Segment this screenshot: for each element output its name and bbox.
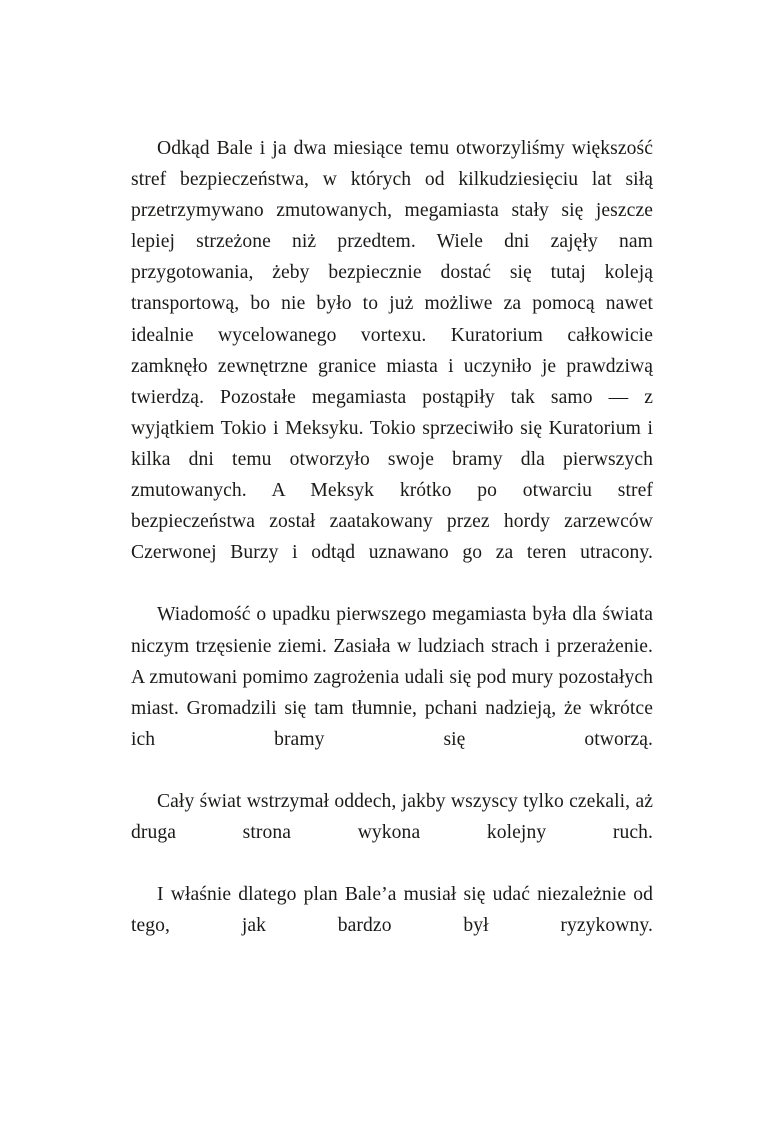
body-paragraph-3: Cały świat wstrzymał oddech, jakby wszyscy tylko czekali, aż druga strona wykona kolejny ruch. [131, 790, 653, 844]
body-text-column [131, 133, 653, 973]
body-paragraph-1: Odkąd Bale i ja dwa miesiące temu otworzyliśmy większość stref bezpieczeństwa, w których od kilkudziesięciu lat siłą przetrzymywano zmutowanych, megamiasta stały się jeszcze lepiej strzeżone niż przedtem. Wiele dni zajęły nam przygotowania, żeby bezpiecznie dostać się tutaj koleją transportową, bo nie było to już możliwe za pomocą nawet idealnie wycelowanego vortexu. Kuratorium całkowicie zamknęło zewnętrzne granice miasta i uczyniło je prawdziwą twierdzą. Pozostałe megamiasta postąpiły tak samo — z wyjątkiem Tokio i Meksyku. Tokio sprzeciwiło się Kuratorium i kilka dni temu otworzyło swoje bramy dla pierwszych zmutowanych. A Meksyk krótko po otwarciu stref bezpieczeństwa został zaatakowany przez hordy zarzewców Czerwonej Burzy i odtąd uznawano go za teren utracony. [131, 138, 653, 564]
body-paragraph-4: I właśnie dlatego plan Bale’a musiał się udać niezależnie od tego, jak bardzo był ryzykowny. [131, 884, 653, 937]
body-paragraph-2: Wiadomość o upadku pierwszego megamiasta była dla świata niczym trzęsienie ziemi. Zasiała w ludziach strach i przerażenie. A zmutowani pomimo zagrożenia udali się pod mury pozostałych miast. Gromadzili się tam tłumnie, pchani nadzieją, że wkrótce ich bramy się otworzą. [131, 604, 653, 750]
